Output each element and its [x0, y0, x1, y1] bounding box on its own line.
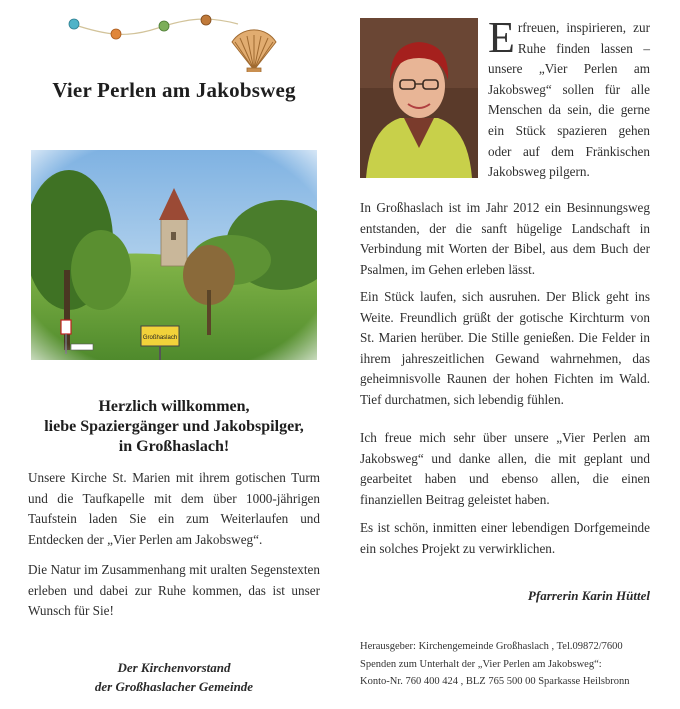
- right-paragraph-1: In Großhaslach ist im Jahr 2012 ein Besinnungsweg entstanden, der die sanft hügelige Landschaft in Verbindung mit Worten der Bibel, aus dem Buch der Psalmen, im Gehen erleben lässt.: [360, 200, 650, 277]
- pastor-portrait-photo: [360, 18, 478, 178]
- right-paragraph-4: Es ist schön, inmitten einer lebendigen Dorfgemeinde ein solches Projekt zu verwirklichen.: [360, 520, 650, 556]
- church-board-signature-line-1: Der Kirchenvorstand: [117, 660, 231, 675]
- welcome-line-2: liebe Spaziergänger und Jakobspilger,: [44, 418, 304, 435]
- left-paragraph-2: Die Natur im Zusammenhang mit uralten Segenstexten erleben und dabei zur Ruhe kommen, das ist unser Wunsch für Sie!: [28, 562, 320, 619]
- church-board-signature: [28, 658, 320, 696]
- page-title: Vier Perlen am Jakobsweg: [52, 78, 296, 102]
- pearl-teal-icon: [69, 19, 79, 29]
- necklace-string: [72, 19, 238, 34]
- intro-text: rfreuen, inspirieren, zur Ruhe finden lassen – unsere „Vier Perlen am Jakobsweg“ sollen für alle Menschen da sein, die gerne ein Stück spazieren gehen oder auf dem Fränkischen Jakobsweg pilgern.: [488, 20, 650, 180]
- welcome-line-1: Herzlich willkommen,: [98, 398, 250, 415]
- scallop-shell-icon: [232, 30, 276, 72]
- pearl-necklace-shell-decoration: [68, 10, 313, 72]
- drop-cap-letter: E: [488, 13, 515, 62]
- left-paragraph-1: Unsere Kirche St. Marien mit ihrem gotischen Turm und die Taufkapelle mit dem über 1000-jährigen Taufstein laden Sie ein zum Weiterlaufen und Entdecken der „Vier Perlen am Jakobsweg“.: [28, 470, 320, 547]
- pearl-green-icon: [159, 21, 169, 31]
- welcome-line-3: in Großhaslach!: [118, 438, 230, 455]
- pastor-signature: Pfarrerin Karin Hüttel: [527, 588, 650, 603]
- imprint-block: [360, 638, 660, 691]
- imprint-donations: Spenden zum Unterhalt der „Vier Perlen am Jakobsweg“:: [360, 658, 602, 670]
- church-board-signature-line-2: der Großhaslacher Gemeinde: [94, 679, 254, 694]
- church-landscape-photo: [31, 150, 317, 360]
- intro-paragraph: [488, 13, 650, 183]
- imprint-publisher: Herausgeber: Kirchengemeinde Großhaslach , Tel.09872/7600: [360, 641, 623, 652]
- right-paragraph-2: Ein Stück laufen, sich ausruhen. Der Blick geht ins Weite. Freundlich grüßt der gotische Kirchturm von St. Marien herüber. Die Stille genießen. Die Felder in ihrem jahreszeitlichen Gewand wahrnehmen, das geheimnisvolle Raunen der hohen Fichten im Wald. Tief durchatmen, sich lebendig fühlen.: [360, 289, 650, 407]
- right-paragraph-3: Ich freue mich sehr über unsere „Vier Perlen am Jakobsweg“ und danke allen, die mit geplant und gearbeitet haben und ebenso allen, die einen finanziellen Beitrag geleistet haben.: [360, 430, 650, 507]
- welcome-heading: [28, 397, 320, 457]
- pearl-amber-icon: [201, 15, 211, 25]
- pearl-orange-icon: [111, 29, 121, 39]
- imprint-bank-account: Konto-Nr. 760 400 424 , BLZ 765 500 00 Sparkasse Heilsbronn: [360, 676, 630, 687]
